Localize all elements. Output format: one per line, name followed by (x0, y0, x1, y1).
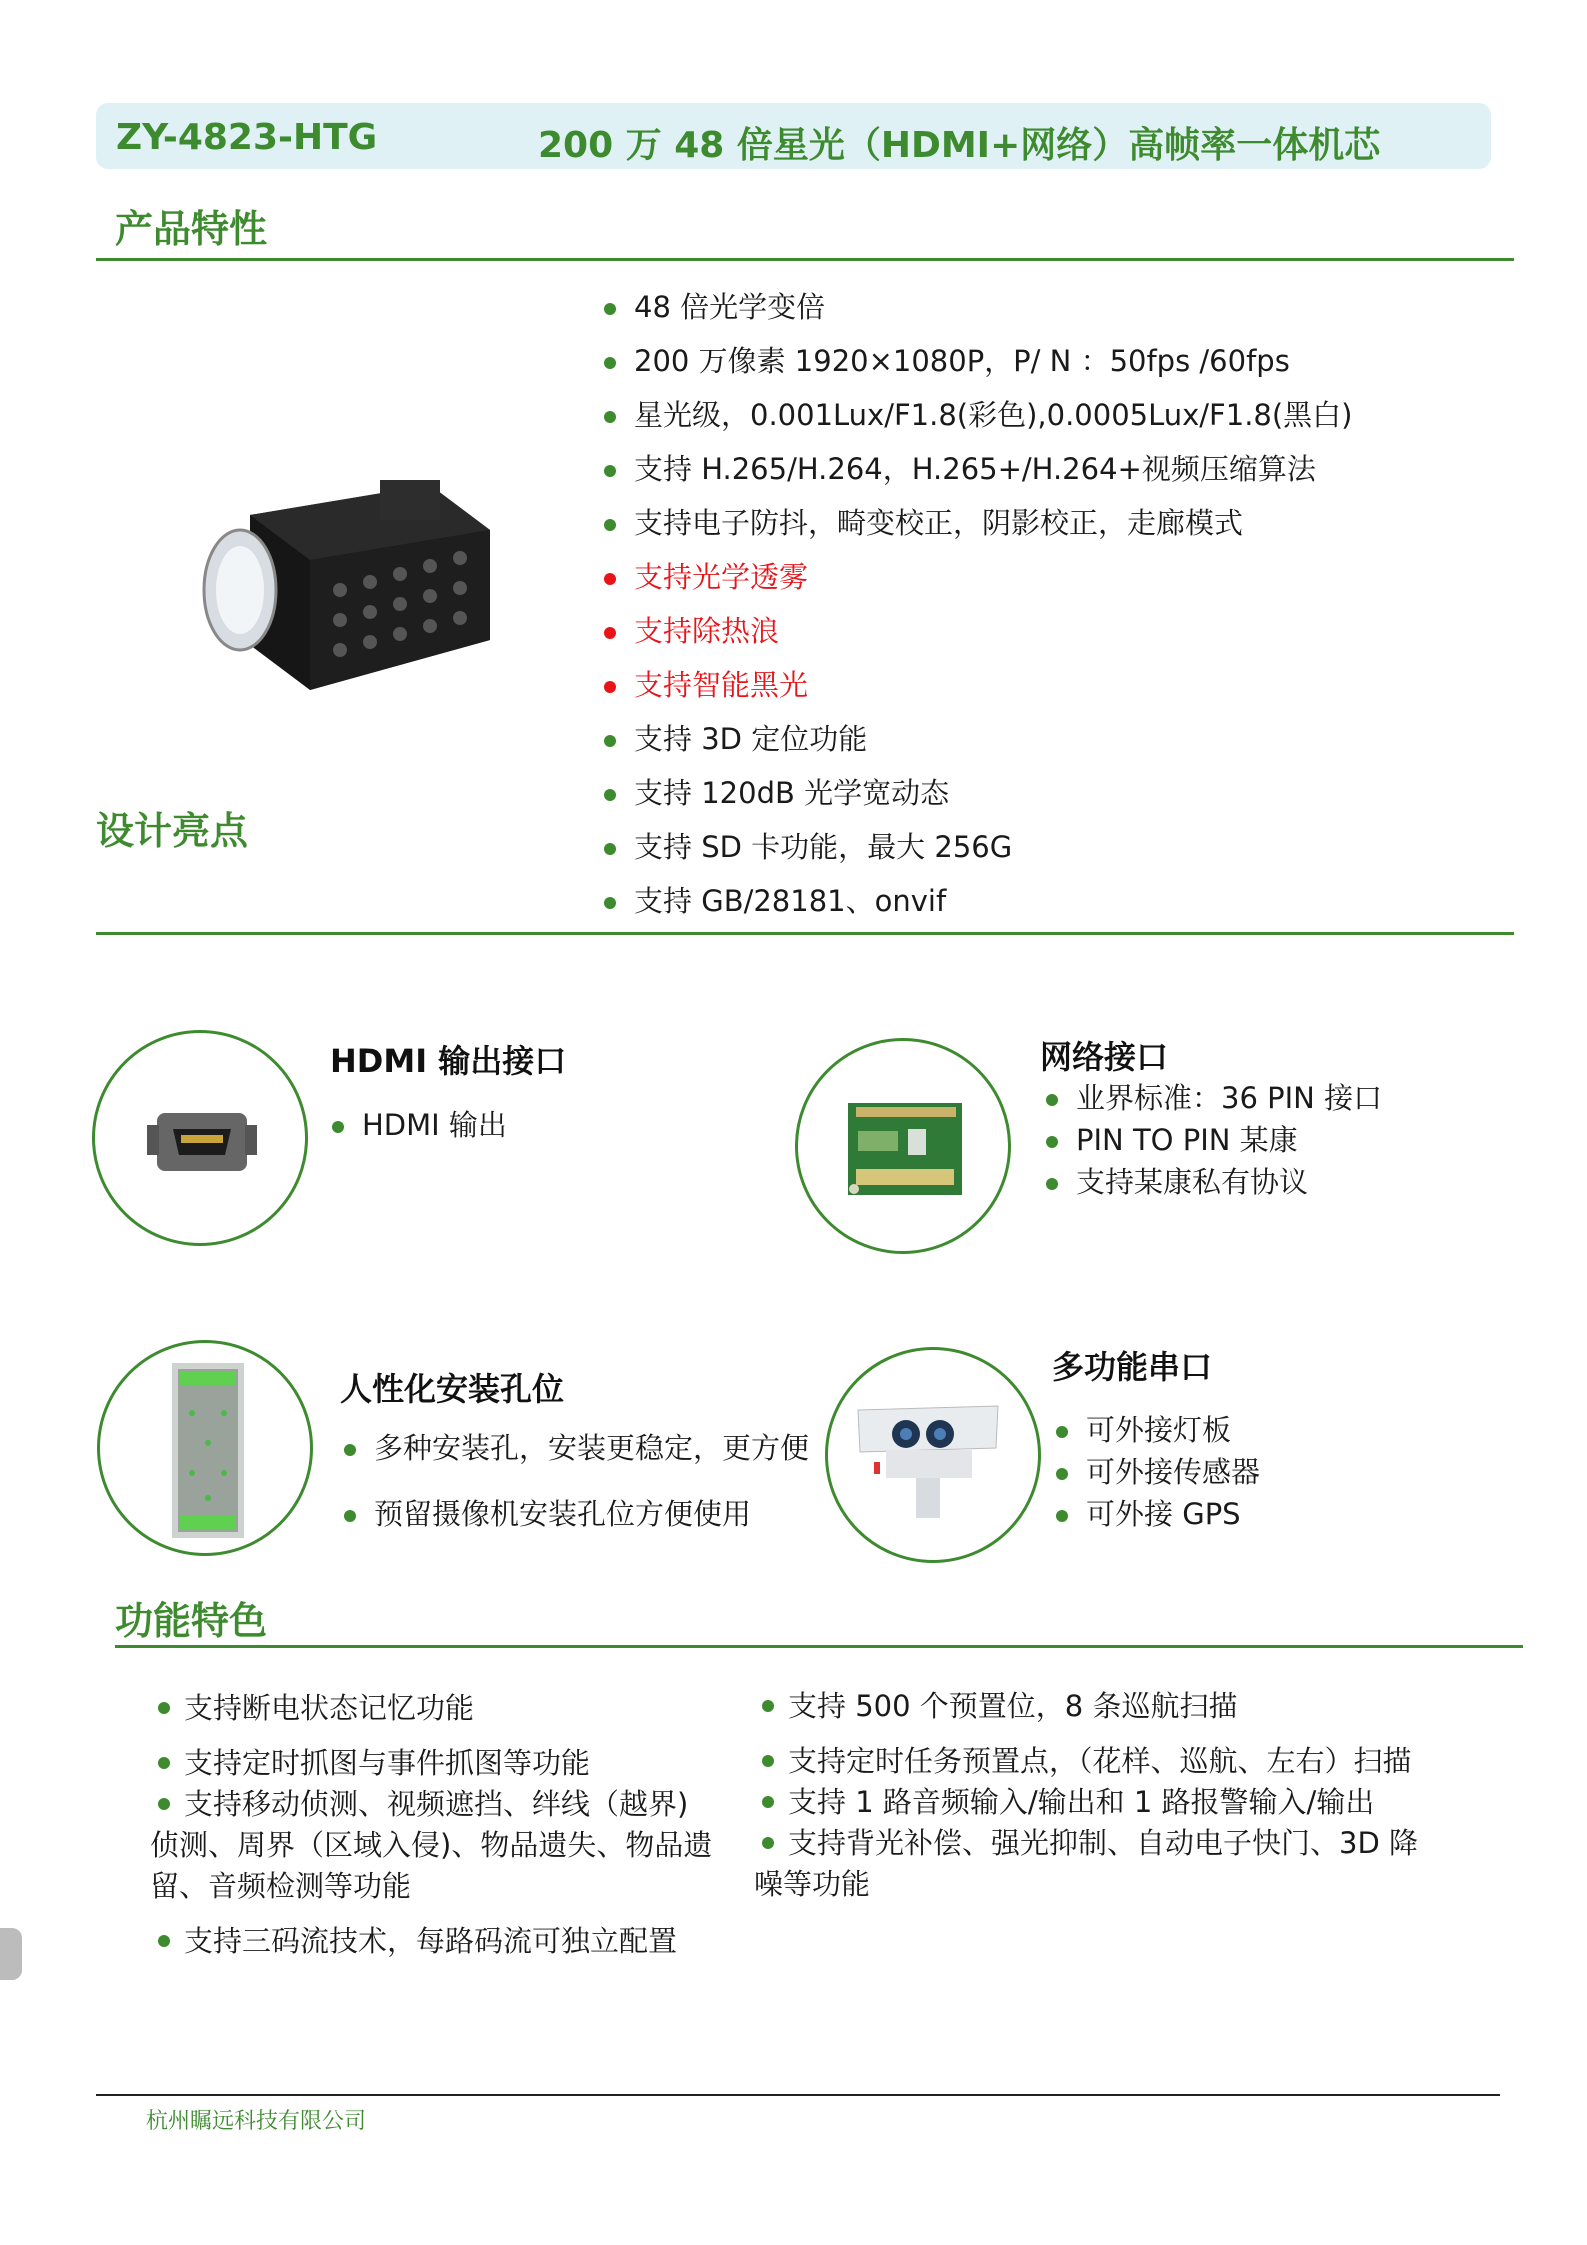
feature-item: 星光级，0.001Lux/F1.8(彩色),0.0005Lux/F1.8(黑白) (602, 400, 1353, 430)
bullet-dot (158, 1935, 170, 1947)
serial-feature-title: 多功能串口 (1052, 1348, 1213, 1386)
footer-divider (96, 2094, 1500, 2096)
bullet-dot (762, 1837, 774, 1849)
list-item: 支持定时任务预置点，（花样、巡航、左右）扫描 (754, 1741, 1454, 1782)
list-item: 业界标准：36 PIN 接口 (1044, 1083, 1382, 1113)
product-feature-list (602, 292, 1353, 940)
bullet-dot (762, 1796, 774, 1808)
feature-item: 支持 H.265/H.264，H.265+/H.264+视频压缩算法 (602, 454, 1353, 484)
feature-item: 支持 3D 定位功能 (602, 724, 1353, 754)
list-item: 预留摄像机安装孔位方便使用 (342, 1499, 809, 1529)
product-title: 200 万 48 倍星光（HDMI+网络）高帧率一体机芯 (538, 125, 1381, 166)
list-item: 可外接 GPS (1054, 1499, 1260, 1529)
list-item: 支持某康私有协议 (1044, 1167, 1382, 1197)
list-item: 可外接灯板 (1054, 1415, 1260, 1445)
section-divider (96, 932, 1514, 935)
camera-module-image (180, 470, 500, 710)
list-item: 支持断电状态记忆功能 (150, 1688, 740, 1729)
section-divider (115, 1645, 1523, 1648)
list-item: 支持 500 个预置位，8 条巡航扫描 (754, 1686, 1454, 1727)
list-item: 支持三码流技术，每路码流可独立配置 (150, 1921, 740, 1962)
page-edge-tab (0, 1928, 22, 1980)
network-feature-list (1044, 1083, 1382, 1197)
bullet-dot (762, 1755, 774, 1767)
list-item: 多种安装孔，安装更稳定，更方便 (342, 1433, 809, 1463)
feature-item: 200 万像素 1920×1080P，P/ N ：50fps /60fps (602, 346, 1353, 376)
feature-item: 支持除热浪 (602, 616, 1353, 646)
network-feature-title: 网络接口 (1040, 1038, 1169, 1076)
mounting-feature-list (342, 1433, 809, 1529)
bullet-dot (158, 1702, 170, 1714)
list-item: HDMI 输出 (330, 1110, 507, 1140)
section-title-product-features: 产品特性 (115, 207, 268, 251)
list-item: 支持 1 路音频输入/输出和 1 路报警输入/输出 (754, 1782, 1454, 1823)
list-item: 支持移动侦测、视频遮挡、绊线（越界) 侦测、周界（区域入侵)、物品遗失、物品遗 留、音频检测等功能 (150, 1787, 713, 1903)
hdmi-feature-list (330, 1110, 507, 1140)
function-list-right (754, 1686, 1454, 1905)
feature-item: 支持电子防抖，畸变校正，阴影校正，走廊模式 (602, 508, 1353, 538)
feature-item: 支持 SD 卡功能，最大 256G (602, 832, 1353, 862)
feature-item: 48 倍光学变倍 (602, 292, 1353, 322)
ptz-camera-image (825, 1347, 1041, 1563)
feature-item: 支持智能黑光 (602, 670, 1353, 700)
feature-item: 支持 GB/28181、onvif (602, 886, 1353, 916)
bullet-dot (762, 1700, 774, 1712)
mounting-feature-title: 人性化安装孔位 (340, 1370, 565, 1408)
model-number: ZY-4823-HTG (116, 117, 378, 158)
list-item: 支持背光补偿、强光抑制、自动电子快门、3D 降 噪等功能 (754, 1826, 1419, 1901)
feature-item: 支持 120dB 光学宽动态 (602, 778, 1353, 808)
function-list-left (150, 1688, 740, 1962)
section-title-function-features: 功能特色 (115, 1599, 268, 1643)
bullet-dot (158, 1798, 170, 1810)
bullet-dot (158, 1757, 170, 1769)
hdmi-port-image (92, 1030, 308, 1246)
hdmi-feature-title: HDMI 输出接口 (330, 1042, 567, 1080)
footer-company: 杭州瞩远科技有限公司 (146, 2109, 367, 2134)
title-banner (96, 103, 1491, 169)
list-item: 支持定时抓图与事件抓图等功能 (150, 1743, 740, 1784)
network-board-image (795, 1038, 1011, 1254)
serial-feature-list (1054, 1415, 1260, 1529)
mounting-plate-image (97, 1340, 313, 1556)
list-item: 可外接传感器 (1054, 1457, 1260, 1487)
section-divider (96, 258, 1514, 261)
feature-item: 支持光学透雾 (602, 562, 1353, 592)
list-item: PIN TO PIN 某康 (1044, 1125, 1382, 1155)
section-title-design-highlights: 设计亮点 (96, 809, 249, 853)
